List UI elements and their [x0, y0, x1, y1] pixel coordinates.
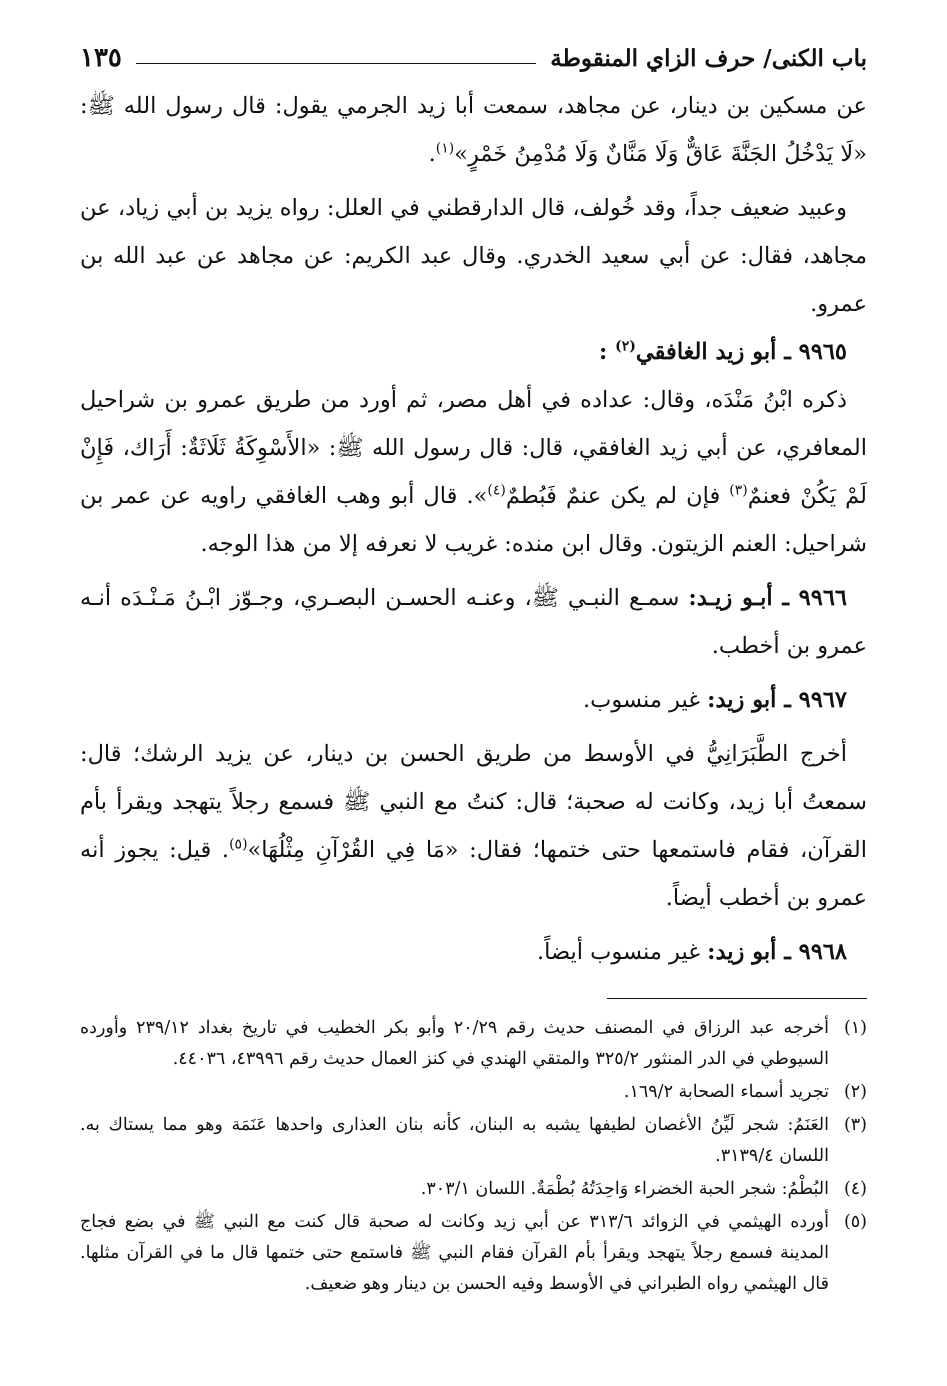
footnote-ref: (٤)	[487, 482, 506, 499]
entry-9966: ٩٩٦٦ ـ أبـو زيـد: سمـع النبـي ﷺ، وعنـه الحسـن البصـري، وجـوّز ابْـنُ مَـنْـدَه أنـه عمرو بن أخطب.	[80, 585, 867, 659]
entry-9967-heading: ٩٩٦٧ ـ أبو زيد:	[707, 687, 847, 713]
page-number: ١٣٥	[80, 43, 122, 73]
entry-9968-heading: ٩٩٦٨ ـ أبو زيد:	[707, 939, 847, 965]
entry-9965-heading: ٩٩٦٥ ـ أبو زيد الغافقي$^{(٢)}$ :	[598, 338, 847, 365]
paragraph-2: وعبيد ضعيف جداً، وقد خُولف، قال الدارقطني في العلل: رواه يزيد بن أبي زياد، عن مجاهد، فقال: عن أبي سعيد الخدري. وقال عبد الكريم: عن مجاهد عن عبد الله بن عمرو.	[80, 195, 867, 317]
chapter-title: باب الكنى/ حرف الزاي المنقوطة	[550, 44, 867, 72]
paragraph-4: أخرج الطَّبَرَانِيُّ في الأوسط من طريق الحسن بن دينار، عن يزيد الرشك؛ قال: سمعتُ أبا زيد، وكانت له صحبة؛ قال: كنتُ مع النبي ﷺ فسمع رجلاً يتهجد ويقرأ بأم القرآن، فقام فاستمعها حتى ختمها؛ فقال: «مَا فِي القُرْآنِ مِثْلُهَا»$^{(٥)}$. قيل: يجوز أنه عمرو بن أخطب أيضاً.	[80, 741, 867, 911]
footnote-text: العَنَمُ: شجر لَيِّنُ الأغصان لطيفها يشبه به البنان، كأنه بنان العذارى واحدها عَنَمَة وهو مما يستاك به. اللسان ٣١٣٩/٤.	[80, 1115, 829, 1166]
entry-9966-heading: ٩٩٦٦ ـ أبـو زيـد:	[688, 585, 848, 611]
footnote-ref: (٢)	[615, 338, 636, 355]
footnote-item	[80, 1077, 867, 1108]
footnote-ref: (٣)	[729, 482, 748, 499]
footnote-mark: (٣)	[843, 1115, 867, 1135]
footnote-text: أخرجه عبد الرزاق في المصنف حديث رقم ٢٠/٢٩ وأبو بكر الخطيب في تاريخ بغداد ٢٣٩/١٢ وأورده السيوطي في الدر المنثور ٣٢٥/٢ والمتقي الهندي في كنز العمال حديث رقم ٤٣٩٩٦، ٤٤٠٣٦.	[80, 1018, 830, 1069]
footnote-item	[80, 1174, 867, 1205]
paragraph-3: ذكره ابْنُ مَنْدَه، وقال: عداده في أهل مصر، ثم أورد من طريق عمرو بن شراحيل المعافري، عن أبي زيد الغافقي، قال: قال رسول الله ﷺ: «الأَسْوِكَةُ ثَلَاثَةٌ: أَرَاك، فَإِنْ لَمْ يَكُنْ فعنمٌ$^{(٣)}$ فإن لم يكن عنمٌ فَبُطمٌ$^{(٤)}$». قال أبو وهب الغافقي راويه عن عمر بن شراحيل: العنم الزيتون. وقال ابن منده: غريب لا نعرفه إلا من هذا الوجه.	[80, 387, 867, 557]
running-header	[80, 34, 867, 82]
footnote-ref: (١)	[435, 140, 455, 157]
footnote-item	[80, 1013, 867, 1075]
footnotes	[80, 1013, 867, 1300]
paragraph-1: عن مسكين بن دينار، عن مجاهد، سمعت أبا زيد الجرمي يقول: قال رسول الله ﷺ: «لَا يَدْخُلُ الجَنَّةَ عَاقٌّ وَلَا مَنَّانٌ وَلَا مُدْمِنُ خَمْرٍ»$^{(١)}$.	[80, 93, 867, 167]
footnote-separator	[607, 998, 867, 999]
footnote-mark: (١)	[843, 1018, 867, 1038]
main-text	[80, 82, 867, 976]
footnote-text: أورده الهيثمي في الزوائد ٣١٣/٦ عن أبي زيد وكانت له صحبة قال كنت مع النبي ﷺ في بضع فجاج المدينة فسمع رجلاً يتهجد ويقرأ بأم القرآن فقام النبي ﷺ فاستمع حتى ختمها قال ما في القرآن مثلها. قال الهيثمي رواه الطبراني في الأوسط وفيه الحسن بن دينار وهو ضعيف.	[80, 1212, 829, 1294]
entry-9967: ٩٩٦٧ ـ أبو زيد: غير منسوب.	[583, 687, 847, 713]
entry-9968: ٩٩٦٨ ـ أبو زيد: غير منسوب أيضاً.	[536, 939, 847, 965]
footnote-item	[80, 1110, 867, 1172]
footnote-text: البُطْمُ: شجر الحبة الخضراء وَاحِدَتُهُ بُطْمَةٌ. اللسان ٣٠٣/١.	[420, 1179, 829, 1199]
header-rule	[136, 63, 536, 64]
footnote-mark: (٥)	[843, 1212, 867, 1232]
footnote-item	[80, 1207, 867, 1300]
footnote-ref: (٥)	[229, 836, 248, 853]
footnote-text: تجريد أسماء الصحابة ١٦٩/٢.	[623, 1082, 829, 1102]
footnote-mark: (٢)	[843, 1082, 867, 1102]
footnote-mark: (٤)	[843, 1179, 867, 1199]
